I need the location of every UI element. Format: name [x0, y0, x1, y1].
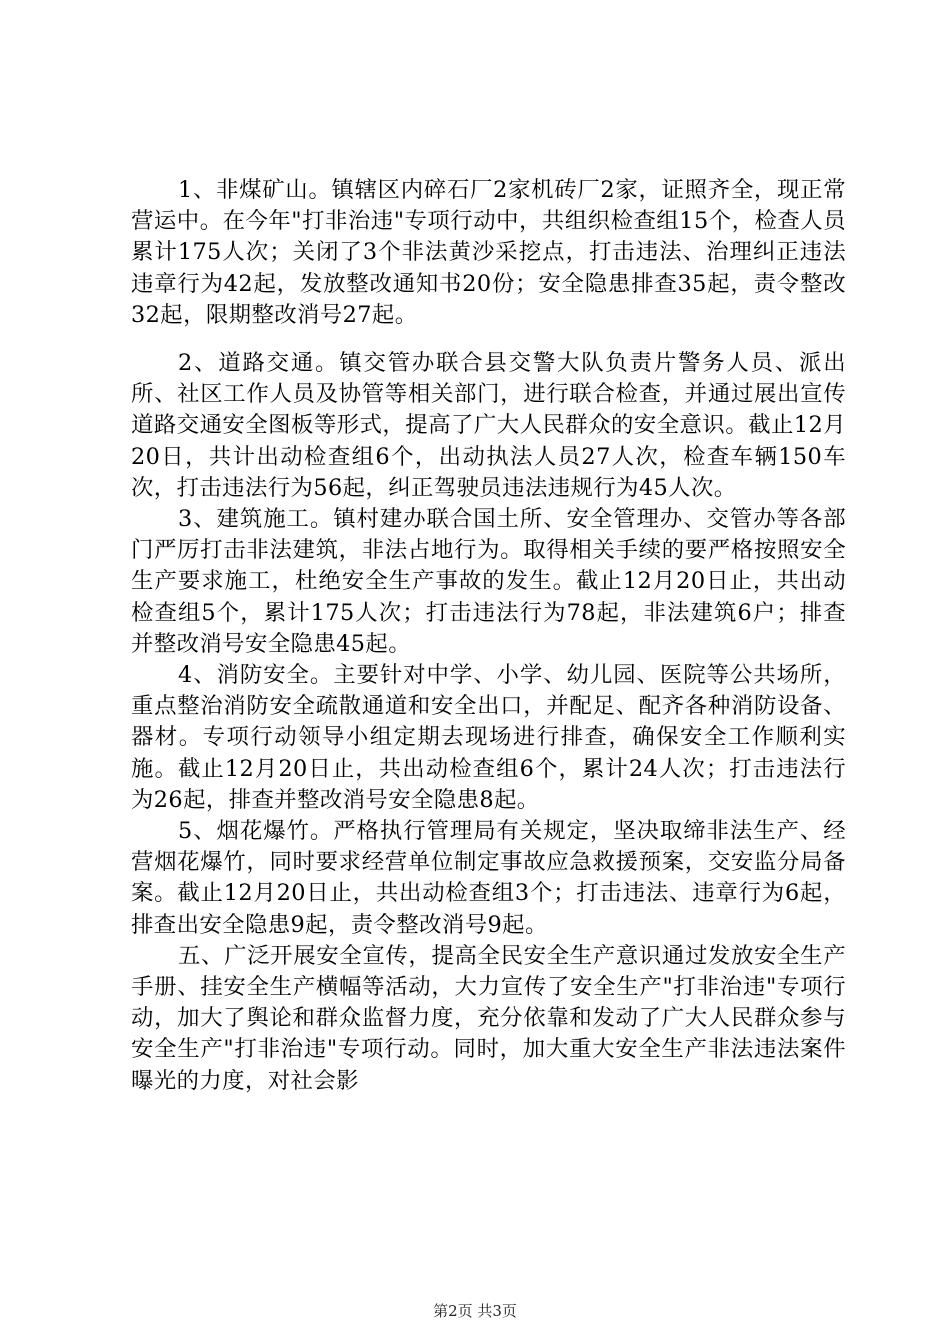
page-number-footer: 第2页 共3页: [433, 1302, 517, 1320]
paragraph-fireworks: 5、烟花爆竹。严格执行管理局有关规定，坚决取缔非法生产、经营烟花爆竹，同时要求经营单位制定事故应急救援预案，交安监分局备案。截止12月20日止，共出动检查组3个；打击违法、违章行为6起，排查出安全隐患9起，责令整改消号9起。: [131, 818, 846, 938]
paragraph-construction: 3、建筑施工。镇村建办联合国土所、安全管理办、交管办等各部门严厉打击非法建筑，非法占地行为。取得相关手续的要严格按照安全生产要求施工，杜绝安全生产事故的发生。截止12月20日止，共出动检查组5个，累计175人次；打击违法行为78起，非法建筑6户；排查并整改消号安全隐患45起。: [131, 506, 846, 657]
paragraph-safety-publicity: 五、广泛开展安全宣传，提高全民安全生产意识通过发放安全生产手册、挂安全生产横幅等活动，大力宣传了安全生产"打非治违"专项行动，加大了舆论和群众监督力度，充分依靠和发动了广大人民群众参与安全生产"打非治违"专项行动。同时，加大重大安全生产非法违法案件曝光的力度，对社会影: [131, 942, 846, 1094]
paragraph-road-traffic: 2、道路交通。镇交管办联合县交警大队负责片警务人员、派出所、社区工作人员及协管等相关部门，进行联合检查，并通过展出宣传道路交通安全图板等形式，提高了广大人民群众的安全意识。截止12月20日，共计出动检查组6个，出动执法人员27人次，检查车辆150车次，打击违法行为56起，纠正驾驶员违法违规行为45人次。: [131, 350, 846, 501]
paragraph-fire-safety: 4、消防安全。主要针对中学、小学、幼儿园、医院等公共场所，重点整治消防安全疏散通道和安全出口，并配足、配齐各种消防设备、器材。专项行动领导小组定期去现场进行排查，确保安全工作顺利实施。截止12月20日止，共出动检查组6个，累计24人次；打击违法行为26起，排查并整改消号安全隐患8起。: [131, 662, 846, 813]
document-body: [131, 175, 846, 1097]
paragraph-non-coal-mines: 1、非煤矿山。镇辖区内碎石厂2家机砖厂2家，证照齐全，现正常营运中。在今年"打非治违"专项行动中，共组织检查组15个，检查人员累计175人次；关闭了3个非法黄沙采挖点，打击违法、治理纠正违法违章行为42起，发放整改通知书20份；安全隐患排查35起，责令整改32起，限期整改消号27起。: [131, 177, 846, 328]
